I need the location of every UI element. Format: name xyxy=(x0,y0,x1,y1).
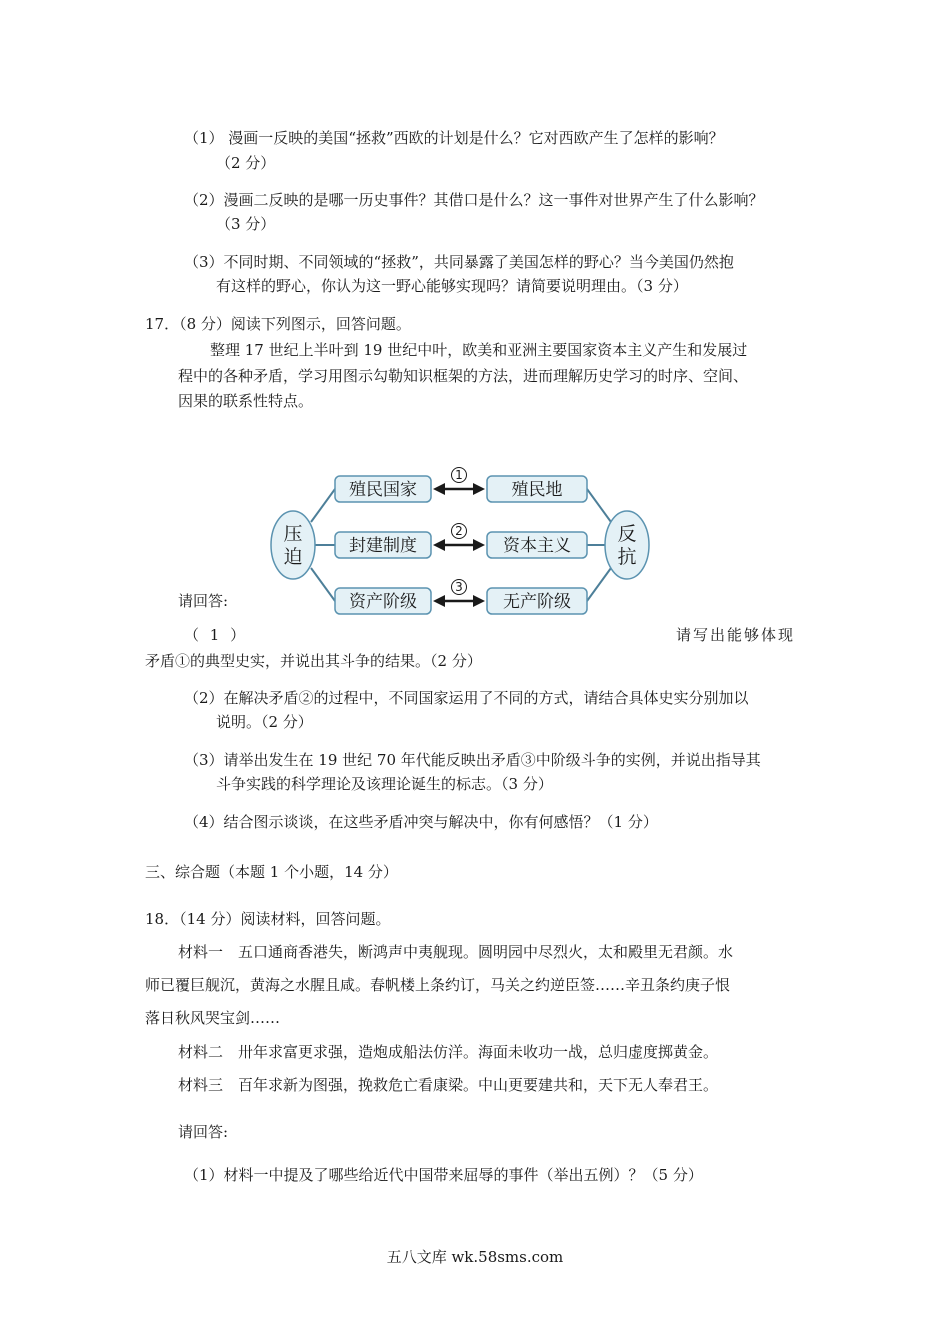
material-one-line3: 落日秋风哭宝剑…… xyxy=(145,1009,281,1027)
contradiction-diagram xyxy=(255,452,660,628)
connector-line xyxy=(311,489,335,522)
resistance-char-1: 反 xyxy=(617,523,637,545)
q17-sub1-line2: 矛盾①的典型史实，并说出其斗争的结果。（2 分） xyxy=(145,652,482,670)
q17-sub3-line2: 斗争实践的科学理论及该理论诞生的标志。（3 分） xyxy=(216,775,553,793)
q17-please-answer: 请回答: xyxy=(178,592,229,610)
material-one-line2: 师已覆巨舰沉，黄海之水腥且咸。春帆楼上条约订，马关之约逆臣签……辛丑条约庚子恨 xyxy=(145,976,731,994)
box-label: 无产阶级 xyxy=(503,592,571,612)
q17-intro-line1: 整理 17 世纪上半叶到 19 世纪中叶，欧美和亚洲主要国家资本主义产生和发展过 xyxy=(210,341,748,359)
q17-sub3-line1: （3）请举出发生在 19 世纪 70 年代能反映出矛盾③中阶级斗争的实例，并说出指导其 xyxy=(184,751,761,769)
box-label: 封建制度 xyxy=(349,536,417,556)
circled-number-label: 1 xyxy=(455,468,463,482)
box-label: 资本主义 xyxy=(503,536,571,556)
circled-number-label: 2 xyxy=(455,524,463,538)
q16-sub1-line1: （1） 漫画一反映的美国“拯救”西欧的计划是什么？它对西欧产生了怎样的影响？ xyxy=(184,129,724,147)
q17-sub1-number: （ 1 ） xyxy=(184,626,246,644)
box-label: 资产阶级 xyxy=(349,592,417,612)
q18-sub1: （1）材料一中提及了哪些给近代中国带来屈辱的事件（举出五例）？（5 分） xyxy=(184,1166,703,1184)
q17-sub4: （4）结合图示谈谈，在这些矛盾冲突与解决中，你有何感悟？（1 分） xyxy=(184,813,658,831)
material-two: 材料二 卅年求富更求强，造炮成船法仿洋。海面未收功一战，总归虚度掷黄金。 xyxy=(178,1043,719,1061)
q17-intro-line3: 因果的联系性特点。 xyxy=(178,392,314,410)
resistance-oval xyxy=(605,511,649,579)
q17-sub1-line1-tail: 请写出能够体现 xyxy=(676,626,796,644)
q18-please-answer: 请回答: xyxy=(178,1123,229,1141)
q17-sub2-line1: （2）在解决矛盾②的过程中，不同国家运用了不同的方式，请结合具体史实分别加以 xyxy=(184,689,749,707)
connector-line xyxy=(311,568,335,601)
q17-intro-line2: 程中的各种矛盾，学习用图示勾勒知识框架的方法，进而理解历史学习的时序、空间、 xyxy=(178,367,749,385)
box-label: 殖民地 xyxy=(511,480,563,500)
material-one-line1: 材料一 五口通商香港失，断鸿声中夷舰现。圆明园中尽烈火，太和殿里无君颜。水 xyxy=(178,943,734,961)
double-arrow-3 xyxy=(433,595,485,607)
q16-sub2-line2: （3 分） xyxy=(216,215,276,233)
q16-sub2-line1: （2）漫画二反映的是哪一历史事件？其借口是什么？这一事件对世界产生了什么影响？ xyxy=(184,191,764,209)
footer-watermark: 五八文库 wk.58sms.com xyxy=(386,1248,564,1266)
double-arrow-2 xyxy=(433,539,485,551)
box-label: 殖民国家 xyxy=(349,480,417,500)
oppression-char-2: 迫 xyxy=(283,546,303,568)
connector-line xyxy=(587,489,611,522)
connector-line xyxy=(587,568,611,601)
material-three: 材料三 百年求新为图强，挽救危亡看康梁。中山更要建共和，天下无人奉君王。 xyxy=(178,1076,719,1094)
section-three-heading: 三、综合题（本题 1 个小题，14 分） xyxy=(145,863,398,881)
q17-title: 17．（8 分）阅读下列图示，回答问题。 xyxy=(145,315,411,333)
oppression-oval xyxy=(271,511,315,579)
q16-sub3-line2: 有这样的野心，你认为这一野心能够实现吗？请简要说明理由。（3 分） xyxy=(216,277,688,295)
circled-number-label: 3 xyxy=(455,580,463,594)
double-arrow-1 xyxy=(433,483,485,495)
oppression-char-1: 压 xyxy=(283,523,303,545)
q17-sub2-line2: 说明。（2 分） xyxy=(216,713,313,731)
resistance-char-2: 抗 xyxy=(617,546,637,568)
q18-title: 18．（14 分）阅读材料，回答问题。 xyxy=(145,910,391,928)
q16-sub3-line1: （3）不同时期、不同领域的“拯救”，共同暴露了美国怎样的野心？当今美国仍然抱 xyxy=(184,253,734,271)
q16-sub1-line2: （2 分） xyxy=(216,154,276,172)
